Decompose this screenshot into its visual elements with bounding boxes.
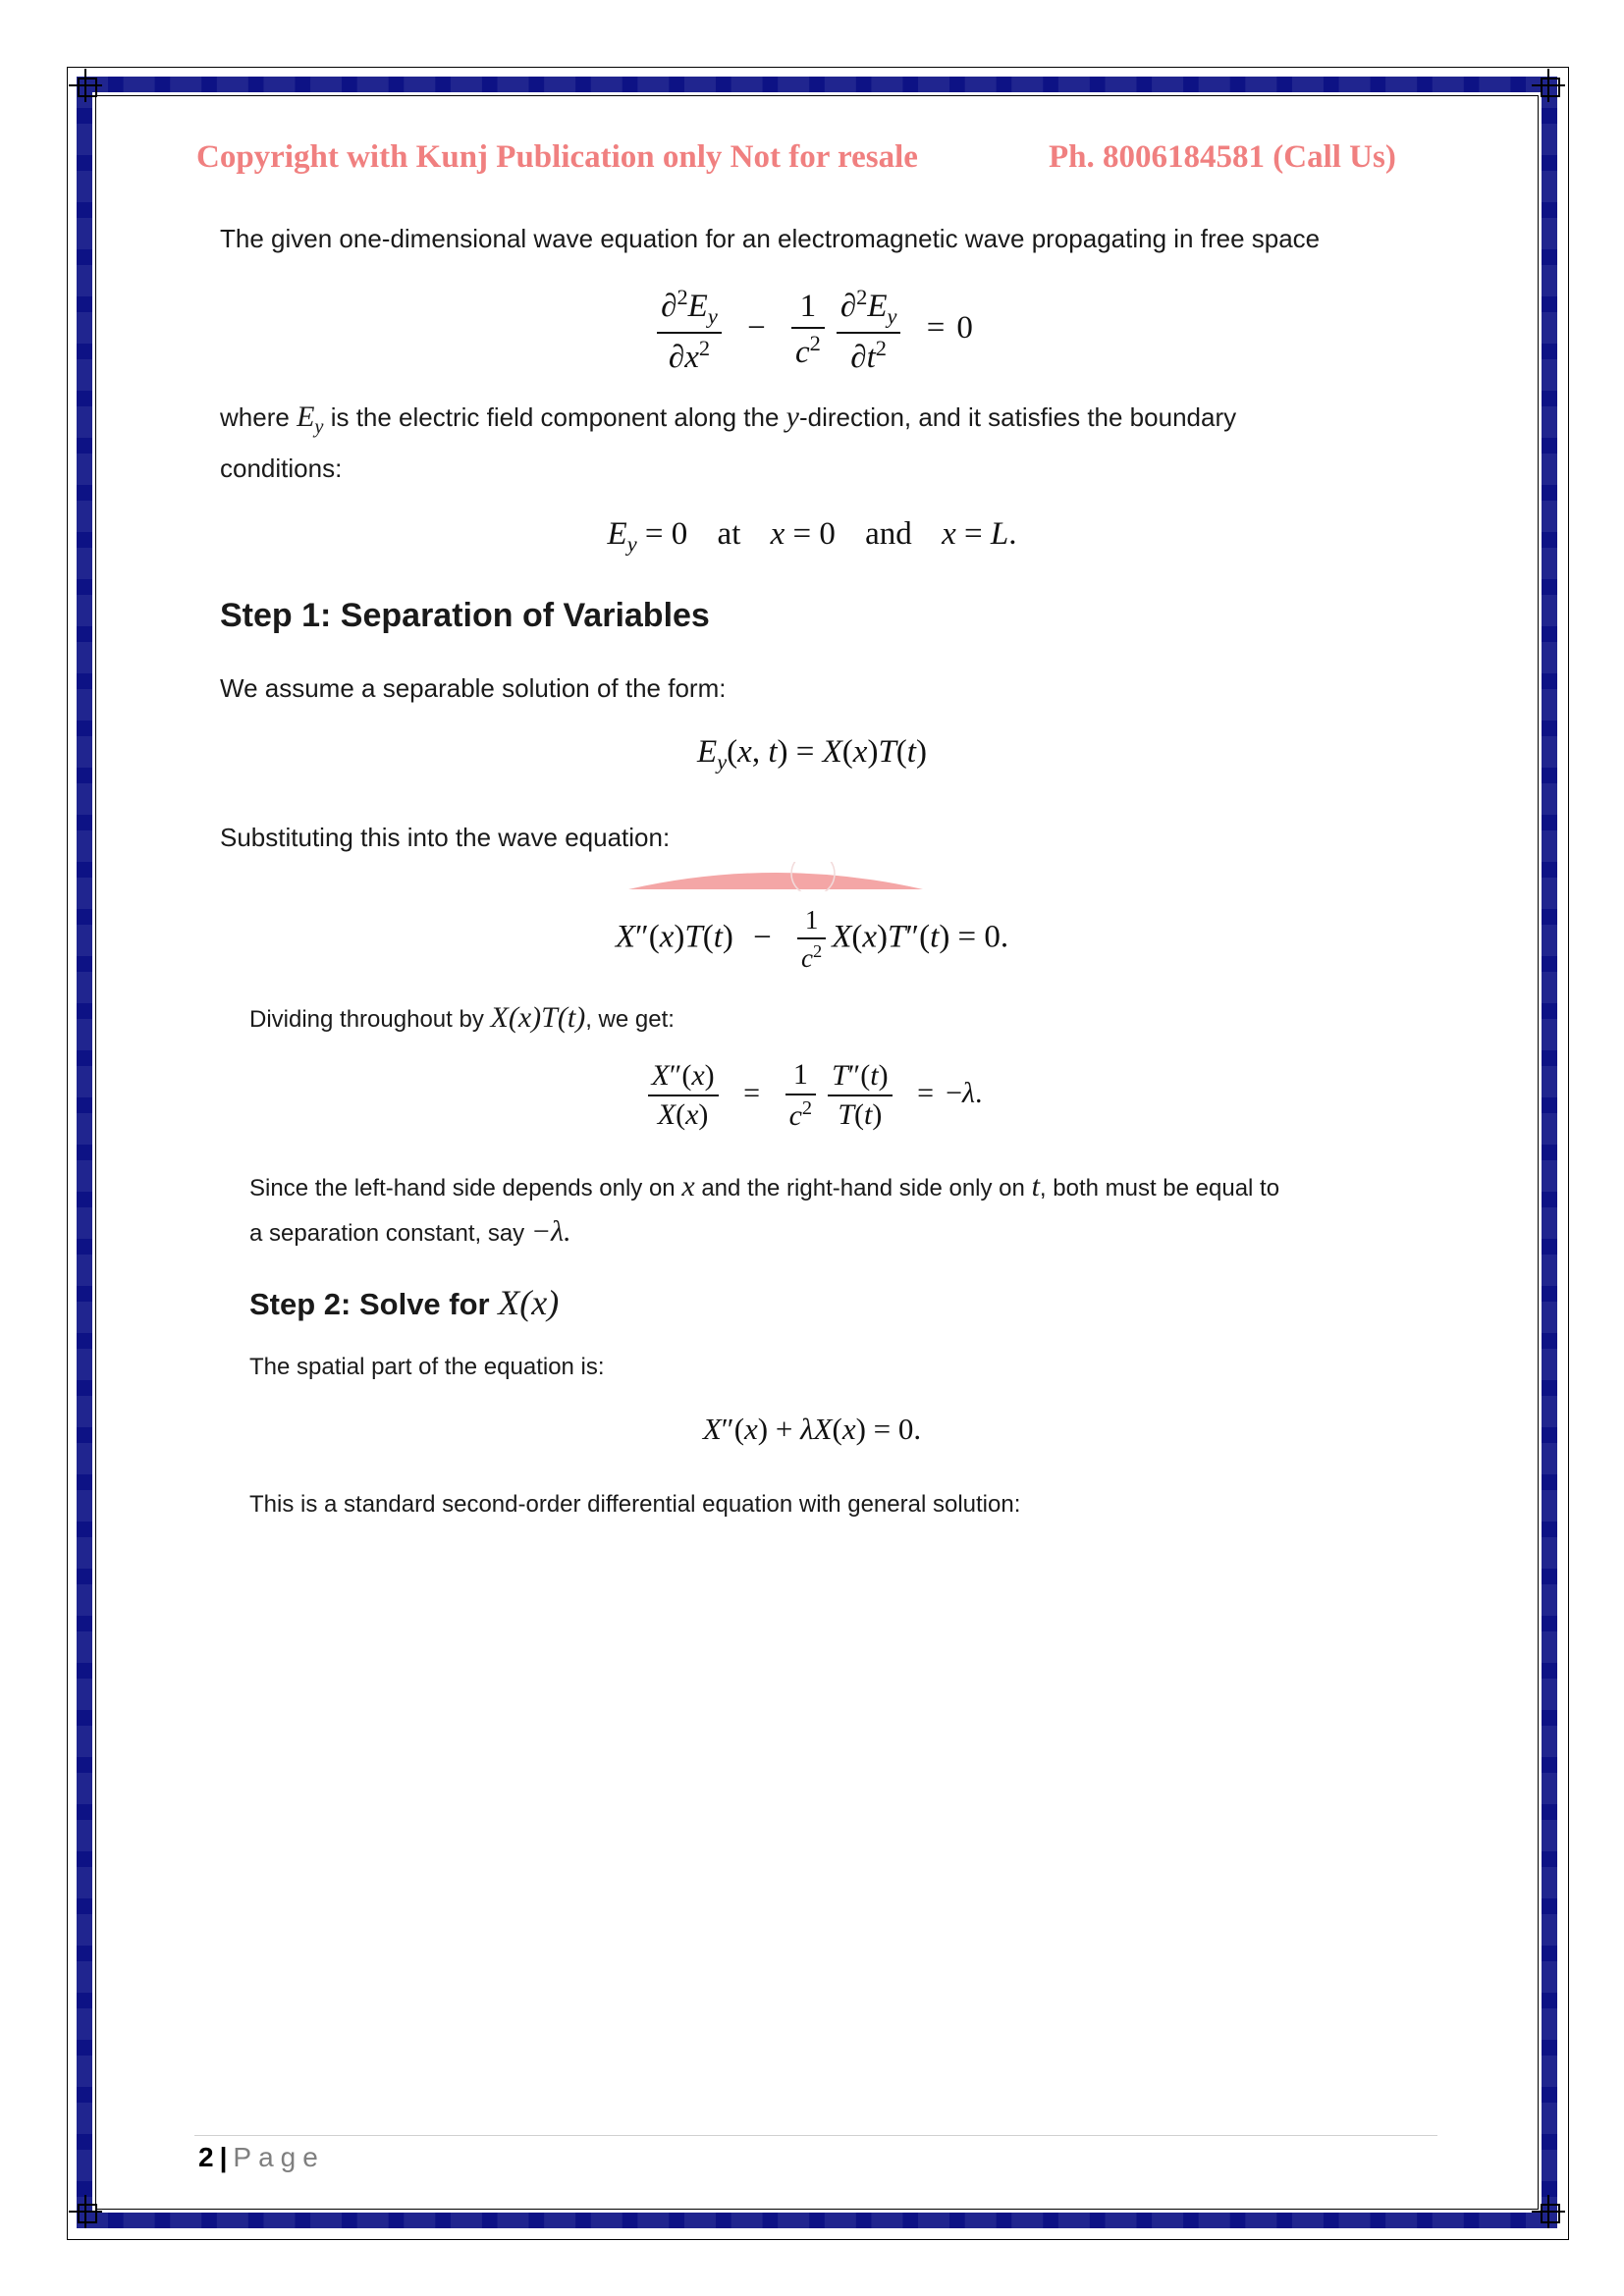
- corner-ornament-top-left: [69, 69, 102, 102]
- separated-equation: $\frac{X''(x)}{X(x)}$ = $\frac{1}{c^2}$ $\frac{T''(t)}{T(t)}$ = −λ.: [0, 1058, 1624, 1133]
- intro-line: The given one-dimensional wave equation for an electromagnetic wave propagating in free space: [220, 224, 1321, 253]
- where-paragraph: where $E_y$ is the electric field component along the y-direction, and it satisfies the boundary: [220, 400, 1237, 438]
- step2-heading: Step 2: Solve for X(x): [249, 1283, 560, 1322]
- standard-paragraph: This is a standard second-order differential equation with general solution:: [249, 1491, 1021, 1518]
- phone-notice: Ph. 8006184581 (Call Us): [1049, 139, 1396, 175]
- substituting-paragraph: Substituting this into the wave equation:: [220, 823, 671, 852]
- corner-ornament-bottom-left: [69, 2195, 102, 2228]
- footer-separator: |: [219, 2142, 228, 2172]
- page-footer: [198, 2142, 325, 2173]
- since-paragraph-line2: a separation constant, say −λ.: [249, 1215, 571, 1248]
- copyright-notice: Copyright with Kunj Publication only Not for resale: [196, 139, 918, 175]
- step1-heading: Step 1: Separation of Variables: [220, 597, 710, 634]
- boundary-conditions: $E_y = 0$ at x = 0 and x = L.: [607, 516, 1017, 557]
- corner-ornament-bottom-right: [1532, 2195, 1565, 2228]
- separable-solution-eq: $E_y(x$, t) = X(x)T(t): [697, 734, 927, 774]
- conditions-label: conditions:: [220, 454, 343, 483]
- spatial-paragraph: The spatial part of the equation is:: [249, 1354, 605, 1380]
- watermark-logo: [628, 862, 923, 891]
- spatial-equation: X″(x) + λX(x) = 0.: [702, 1412, 922, 1446]
- footer-divider: [194, 2135, 1437, 2136]
- wave-equation: $\frac{\partial^2E_y}{\partial x^2}$ − $\frac{1}{c^2}$ $\frac{\partial^2E_y}{\partial t^2}$ = 0: [0, 285, 1624, 376]
- since-paragraph: Since the left-hand side depends only on x and the right-hand side only on t, both must be equal to: [249, 1170, 1280, 1202]
- substituted-equation: X″(x)T(t) − $\frac{1}{c^2}$ X(x)T″(t) = 0.: [615, 905, 1009, 973]
- page-number: 2: [198, 2142, 214, 2172]
- corner-ornament-top-right: [1532, 69, 1565, 102]
- page-word: Page: [233, 2142, 325, 2172]
- dividing-paragraph: Dividing throughout by X(x)T(t), we get:: [249, 1001, 675, 1034]
- assume-paragraph: We assume a separable solution of the form:: [220, 673, 727, 703]
